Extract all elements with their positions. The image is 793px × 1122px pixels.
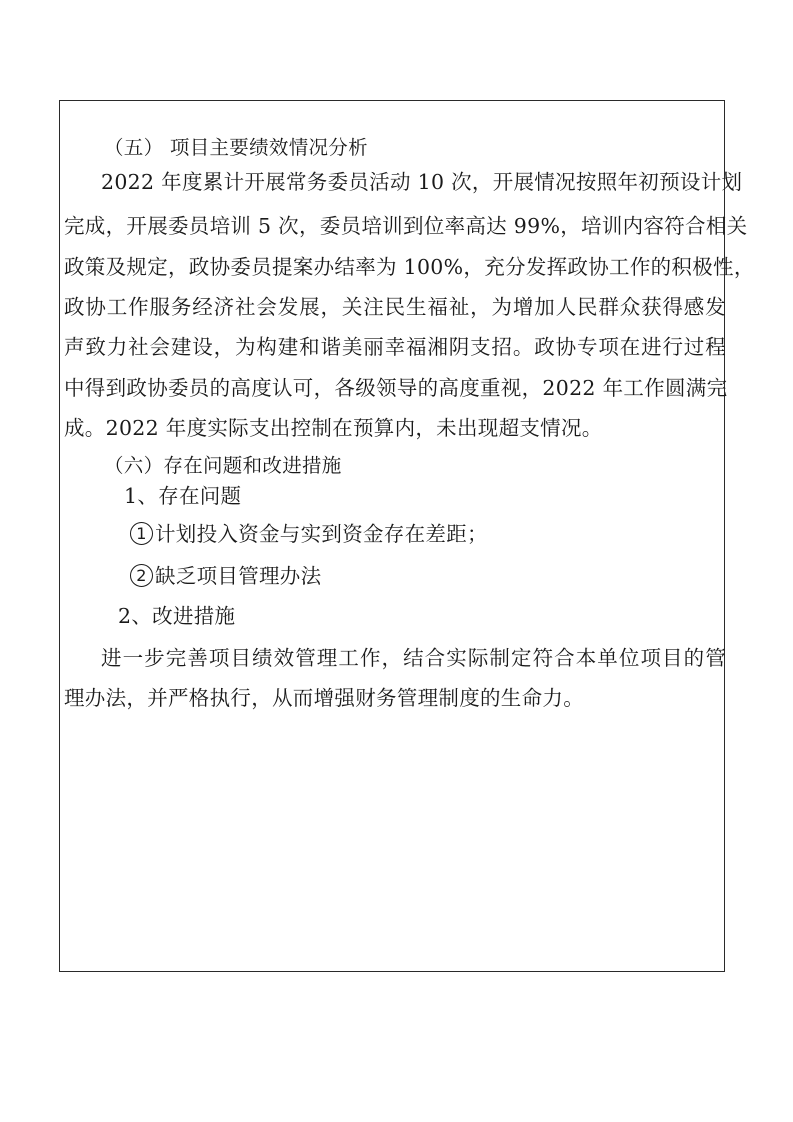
- problem-item-1: [130, 524, 488, 547]
- circled-number-1: 1: [130, 522, 153, 545]
- circled-number-2: 2: [130, 564, 153, 587]
- section5-line-1: 2022 年度累计开展常务委员活动 10 次，开展情况按照年初预设计划: [101, 170, 743, 194]
- section5-line-6: 中得到政协委员的高度认可，各级领导的高度重视，2022 年工作圆满完: [64, 376, 728, 400]
- section5-heading: （五） 项目主要绩效情况分析: [104, 136, 368, 159]
- section5-line-2: 完成，开展委员培训 5 次，委员培训到位率高达 99%，培训内容符合相关: [64, 214, 748, 238]
- section5-line-5: 声致力社会建设，为构建和谐美丽幸福湘阴支招。政协专项在进行过程: [64, 335, 726, 359]
- problems-subheading: 1、存在问题: [124, 484, 242, 508]
- measures-subheading: 2、改进措施: [118, 604, 236, 628]
- section5-line-3: 政策及规定，政协委员提案办结率为 100%，充分发挥政协工作的积极性，: [64, 255, 755, 279]
- section6-heading: （六）存在问题和改进措施: [104, 454, 342, 477]
- section5-line-7: 成。2022 年度实际支出控制在预算内，未出现超支情况。: [64, 416, 603, 440]
- section6-line-1: 进一步完善项目绩效管理工作，结合实际制定符合本单位项目的管: [101, 646, 726, 670]
- problem-item-2: [130, 566, 321, 589]
- problem-item-1-text: 计划投入资金与实到资金存在差距；: [155, 522, 488, 546]
- problem-item-2-text: 缺乏项目管理办法: [155, 564, 322, 588]
- section5-line-4: 政协工作服务经济社会发展，关注民生福祉，为增加人民群众获得感发: [64, 295, 726, 319]
- section6-line-2: 理办法，并严格执行，从而增强财务管理制度的生命力。: [64, 686, 584, 710]
